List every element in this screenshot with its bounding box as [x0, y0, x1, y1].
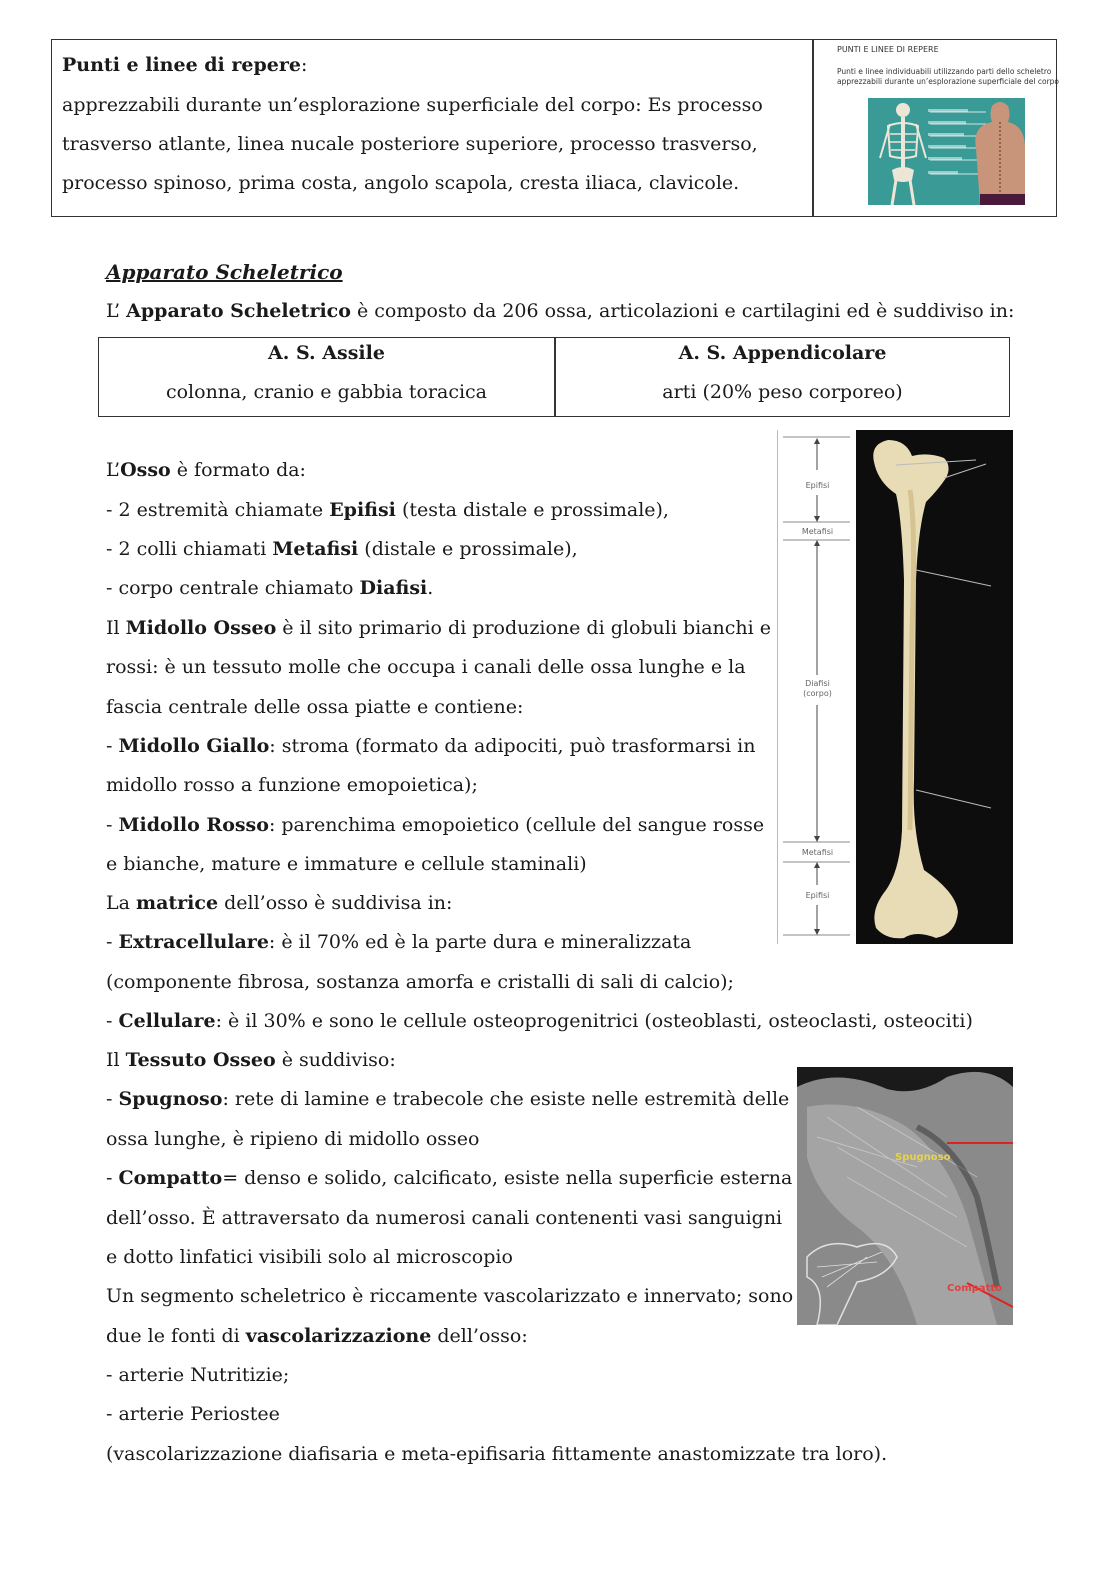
tessuto-line-5: dell’osso. È attraversato da numerosi canali contenenti vasi sanguigni	[106, 1207, 783, 1229]
osso-line-4: - corpo centrale chiamato Diafisi.	[106, 577, 434, 599]
vasc-line-2: due le fonti di vascolarizzazione dell’osso:	[106, 1325, 528, 1347]
repere-line-2: trasverso atlante, linea nucale posteriore superiore, processo trasverso,	[62, 133, 758, 155]
osso-line-3: - 2 colli chiamati Metafisi (distale e prossimale),	[106, 538, 578, 560]
femur-label-diafisi: Diafisi	[805, 679, 830, 688]
midollo-line-6: - Midollo Rosso: parenchima emopoietico (cellule del sangue rosse	[106, 814, 765, 836]
osso-line-2: - 2 estremità chiamate Epifisi (testa distale e prossimale),	[106, 499, 669, 521]
osso-line-1: L’Osso è formato da:	[106, 459, 306, 481]
appendicolare-body: arti (20% peso corporeo)	[662, 381, 903, 403]
xray-label-spugnoso: Spugnoso	[895, 1152, 951, 1163]
thumbnail-title: PUNTI E LINEE DI REPERE	[837, 45, 939, 54]
femur-labels-column	[777, 430, 857, 944]
table-divider	[812, 40, 814, 216]
midollo-line-7: e bianche, mature e immature e cellule staminali)	[106, 853, 587, 875]
femur-figure	[777, 430, 1013, 944]
femur-label-metafisi-bottom: Metafisi	[801, 848, 834, 857]
thumbnail-desc-2: apprezzabili durante un’esplorazione superficiale del corpo	[837, 77, 1060, 86]
section-intro: L’ Apparato Scheletrico è composto da 206 ossa, articolazioni e cartilagini ed è suddiviso in:	[106, 300, 1015, 322]
femur-label-corpo: (corpo)	[803, 689, 832, 698]
bone-xray-figure	[797, 1067, 1013, 1325]
thumbnail-desc-1: Punti e linee individuabili utilizzando parti dello scheletro	[837, 67, 1052, 76]
matrice-line-2: - Extracellulare: è il 70% ed è la parte dura e mineralizzata	[106, 931, 692, 953]
tessuto-line-4: - Compatto= denso e solido, calcificato, esiste nella superficie esterna	[106, 1167, 793, 1189]
femur-bone-illustration	[856, 430, 1013, 944]
vasc-line-5: (vascolarizzazione diafisaria e meta-epifisaria fittamente anastomizzate tra loro).	[106, 1443, 888, 1465]
tessuto-line-2: - Spugnoso: rete di lamine e trabecole che esiste nelle estremità delle	[106, 1088, 790, 1110]
apparato-table	[98, 337, 1010, 417]
matrice-line-4: - Cellulare: è il 30% e sono le cellule osteoprogenitrici (osteoblasti, osteoclasti, osteociti)	[106, 1010, 973, 1032]
repere-line-3: processo spinoso, prima costa, angolo scapola, cresta iliaca, clavicole.	[62, 172, 740, 194]
femur-label-epifisi-bottom: Epifisi	[805, 891, 830, 900]
repere-title-line: Punti e linee di repere:	[62, 54, 308, 76]
matrice-line-3: (componente fibrosa, sostanza amorfa e cristalli di sali di calcio);	[106, 971, 734, 993]
repere-title: Punti e linee di repere	[62, 54, 301, 76]
midollo-line-4: - Midollo Giallo: stroma (formato da adipociti, può trasformarsi in	[106, 735, 756, 757]
matrice-line-1: La matrice dell’osso è suddivisa in:	[106, 892, 453, 914]
appendicolare-header: A. S. Appendicolare	[678, 342, 887, 364]
midollo-line-1: Il Midollo Osseo è il sito primario di produzione di globuli bianchi e	[106, 617, 772, 639]
tessuto-line-1: Il Tessuto Osseo è suddiviso:	[106, 1049, 396, 1071]
midollo-line-3: fascia centrale delle ossa piatte e contiene:	[106, 696, 524, 718]
xray-label-compatto: Compatto	[947, 1283, 1002, 1294]
femur-photo	[856, 430, 1013, 944]
tessuto-line-6: e dotto linfatici visibili solo al microscopio	[106, 1246, 513, 1268]
tessuto-line-3: ossa lunghe, è ripieno di midollo osseo	[106, 1128, 480, 1150]
midollo-line-2: rossi: è un tessuto molle che occupa i canali delle ossa lunghe e la	[106, 656, 746, 678]
section-title: Apparato Scheletrico	[106, 260, 343, 284]
skeleton-illustration	[868, 98, 1025, 205]
repere-line-1: apprezzabili durante un’esplorazione superficiale del corpo: Es processo	[62, 94, 763, 116]
vasc-line-3: - arterie Nutritizie;	[106, 1364, 290, 1386]
repere-table	[51, 39, 1060, 217]
assile-body: colonna, cranio e gabbia toracica	[165, 381, 488, 403]
vasc-line-4: - arterie Periostee	[106, 1403, 280, 1425]
vasc-line-1: Un segmento scheletrico è riccamente vascolarizzato e innervato; sono	[106, 1285, 794, 1307]
midollo-line-5: midollo rosso a funzione emopoietica);	[106, 774, 478, 796]
assile-header: A. S. Assile	[268, 342, 385, 364]
femur-label-metafisi-top: Metafisi	[801, 527, 834, 536]
skeleton-thumbnail-image	[868, 98, 1025, 205]
femur-label-epifisi-top: Epifisi	[805, 481, 830, 490]
